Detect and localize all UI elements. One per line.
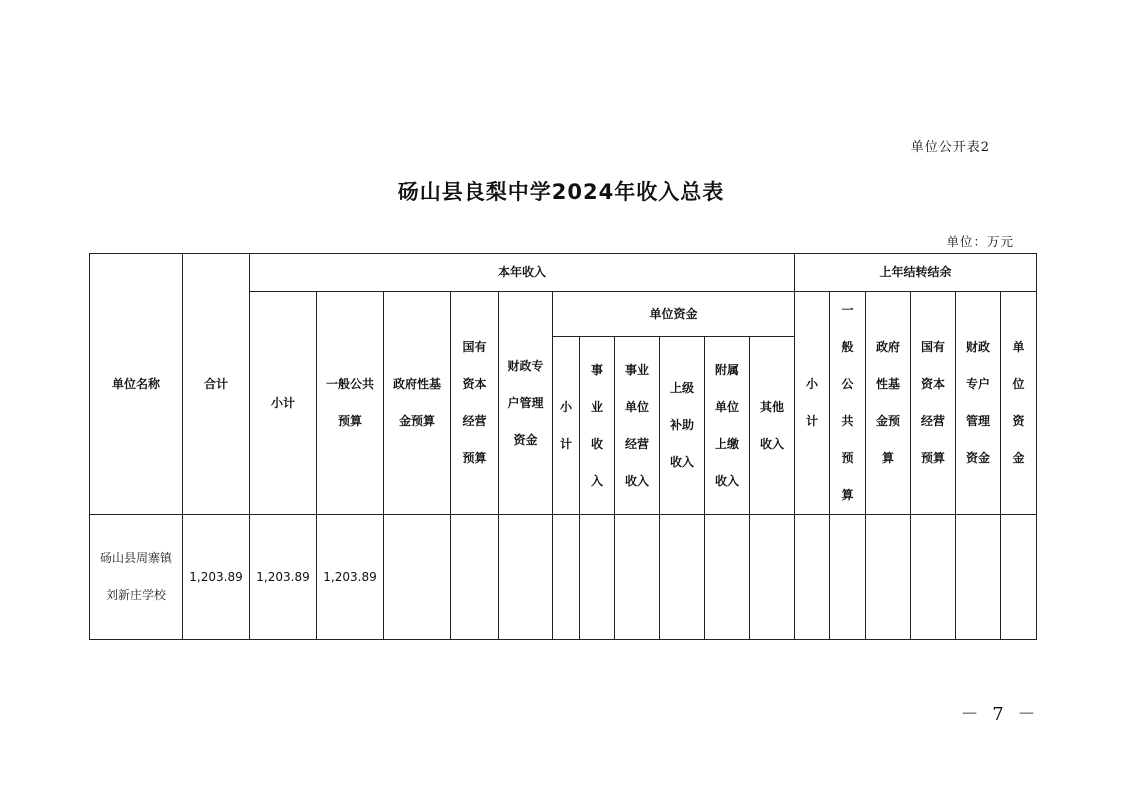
header-carryover-general-budget: 一般公共预算: [830, 292, 866, 515]
form-number: 单位公开表2: [910, 140, 990, 155]
row-state-capital: [451, 515, 499, 640]
header-prior-year-carryover: 上年结转结余: [795, 254, 1037, 292]
header-superior-subsidy: 上级补助收入: [660, 337, 705, 515]
table-row: [90, 515, 1037, 640]
header-business-income: 事业收入: [580, 337, 615, 515]
unit-label: 单位：万元: [946, 234, 1014, 249]
income-summary-table: [89, 253, 1037, 640]
row-total: 1,203.89: [183, 515, 250, 640]
header-current-year-income: 本年收入: [250, 254, 795, 292]
header-unit-name: 单位名称: [90, 254, 183, 515]
row-co-general-budget: [830, 515, 866, 640]
row-co-subtotal: [795, 515, 830, 640]
page-number: － 7 －: [960, 704, 1040, 725]
row-other-income: [750, 515, 795, 640]
row-general-budget: 1,203.89: [317, 515, 384, 640]
header-operating-income: 事业单位经营收入: [615, 337, 660, 515]
row-fiscal-special: [499, 515, 553, 640]
header-fiscal-special-account: 财政专户管理资金: [499, 292, 553, 515]
header-unit-funds: 单位资金: [553, 292, 795, 337]
row-co-state-capital: [911, 515, 956, 640]
row-gov-fund: [384, 515, 451, 640]
row-subtotal: 1,203.89: [250, 515, 317, 640]
row-superior-subsidy: [660, 515, 705, 640]
row-co-fiscal-special: [956, 515, 1001, 640]
header-state-capital-budget: 国有资本经营预算: [451, 292, 499, 515]
header-affiliated-remittance: 附属单位上缴收入: [705, 337, 750, 515]
header-carryover-unit-funds: 单位资金: [1001, 292, 1037, 515]
row-co-gov-fund: [866, 515, 911, 640]
row-unit-name: 砀山县周寨镇 刘新庄学校: [90, 515, 183, 640]
header-general-budget: 一般公共预算: [317, 292, 384, 515]
row-uf-subtotal: [553, 515, 580, 640]
header-unit-funds-subtotal: 小计: [553, 337, 580, 515]
header-carryover-gov-fund: 政府性基金预算: [866, 292, 911, 515]
row-affiliated-remit: [705, 515, 750, 640]
header-carryover-fiscal-special: 财政专户管理资金: [956, 292, 1001, 515]
header-total: 合计: [183, 254, 250, 515]
header-gov-fund-budget: 政府性基金预算: [384, 292, 451, 515]
header-subtotal: 小计: [250, 292, 317, 515]
row-business-income: [580, 515, 615, 640]
header-other-income: 其他收入: [750, 337, 795, 515]
row-operating-income: [615, 515, 660, 640]
row-co-unit-funds: [1001, 515, 1037, 640]
page-title: 砀山县良梨中学2024年收入总表: [397, 180, 725, 204]
header-carryover-subtotal: 小计: [795, 292, 830, 515]
header-carryover-state-capital: 国有资本经营预算: [911, 292, 956, 515]
